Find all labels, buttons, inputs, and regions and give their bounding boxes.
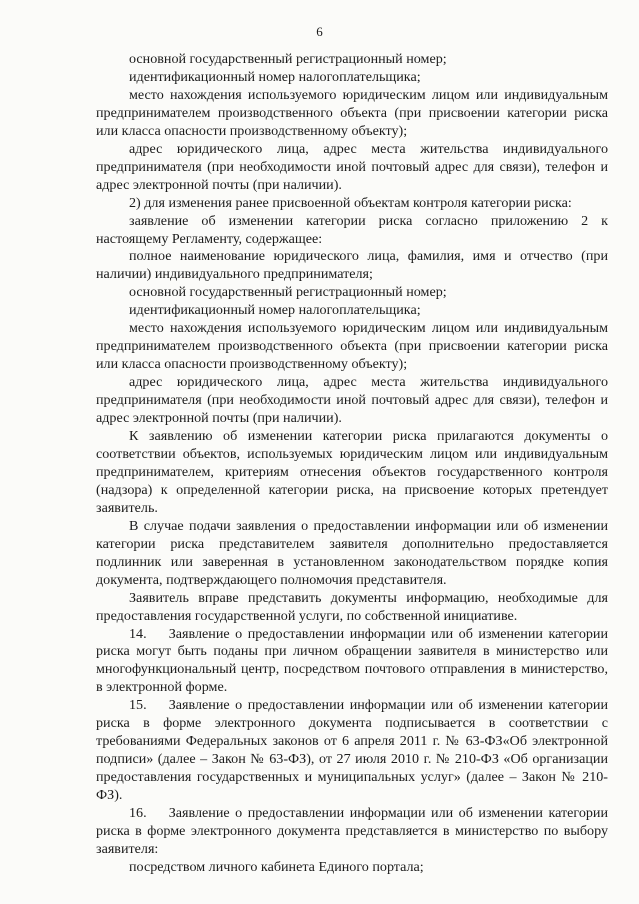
- paragraph: полное наименование юридического лица, фамилия, имя и отчество (при наличии) индивидуального предпринимателя;: [96, 248, 608, 283]
- document-body: [96, 51, 608, 877]
- paragraph: идентификационный номер налогоплательщика;: [129, 302, 421, 319]
- paragraph: 2) для изменения ранее присвоенной объектам контроля категории риска:: [129, 194, 572, 211]
- paragraph: адрес юридического лица, адрес места жительства индивидуального предпринимателя (при необходимости иной почтовый адрес для связи), телефон и адрес электронной почты (при наличии).: [96, 374, 608, 427]
- paragraph: основной государственный регистрационный номер;: [129, 51, 447, 67]
- paragraph: 14. Заявление о предоставлении информации или об изменении категории риска могут быть поданы при личном обращении заявителя в министерство или многофункциональный центр, посредством почтового отправления в министерство, в электронной форме.: [96, 625, 608, 696]
- paragraph: 15. Заявление о предоставлении информации или об изменении категории риска в форме электронного документа подписывается в соответствии с требованиями Федеральных законов от 6 апреля 2011 г. № 63-ФЗ«Об электронной подписи» (далее – Закон № 63-ФЗ), от 27 июля 2010 г. № 210-ФЗ «Об организации предоставления государственных и муниципальных услуг» (далее – Закон № 210-ФЗ).: [96, 697, 608, 804]
- paragraph: посредством личного кабинета Единого портала;: [129, 858, 424, 875]
- paragraph: В случае подачи заявления о предоставлении информации или об изменении категории риска представителем заявителя дополнительно предоставляется подлинник или заверенная в установленном законодательством порядке копия документа, подтверждающего полномочия представителя.: [96, 517, 608, 588]
- page-number: 6: [316, 24, 323, 39]
- paragraph: 16. Заявление о предоставлении информации или об изменении категории риска в форме электронного документа представляется в министерство по выбору заявителя:: [96, 805, 608, 857]
- paragraph: Заявитель вправе представить документы информацию, необходимые для предоставления государственной услуги, по собственной инициативе.: [96, 589, 608, 624]
- paragraph: К заявлению об изменении категории риска прилагаются документы о соответствии объектов, используемых юридическим лицом или индивидуальным предпринимателем, критериям отнесения объектов государственного контроля (надзора) к определенной категории риска, на присвоение которых претендует заявитель.: [96, 428, 608, 516]
- paragraph: основной государственный регистрационный номер;: [129, 284, 447, 301]
- paragraph: адрес юридического лица, адрес места жительства индивидуального предпринимателя (при необходимости иной почтовый адрес для связи), телефон и адрес электронной почты (при наличии).: [96, 140, 608, 193]
- paragraph: место нахождения используемого юридическим лицом или индивидуальным предпринимателем производственного объекта (при присвоении категории риска или класса опасности производственному объекту);: [96, 320, 608, 373]
- paragraph: заявление об изменении категории риска согласно приложению 2 к настоящему Регламенту, содержащее:: [96, 212, 608, 247]
- paragraph: идентификационный номер налогоплательщика;: [129, 68, 421, 85]
- paragraph: место нахождения используемого юридическим лицом или индивидуальным предпринимателем производственного объекта (при присвоении категории риска или класса опасности производственному объекту);: [96, 86, 608, 139]
